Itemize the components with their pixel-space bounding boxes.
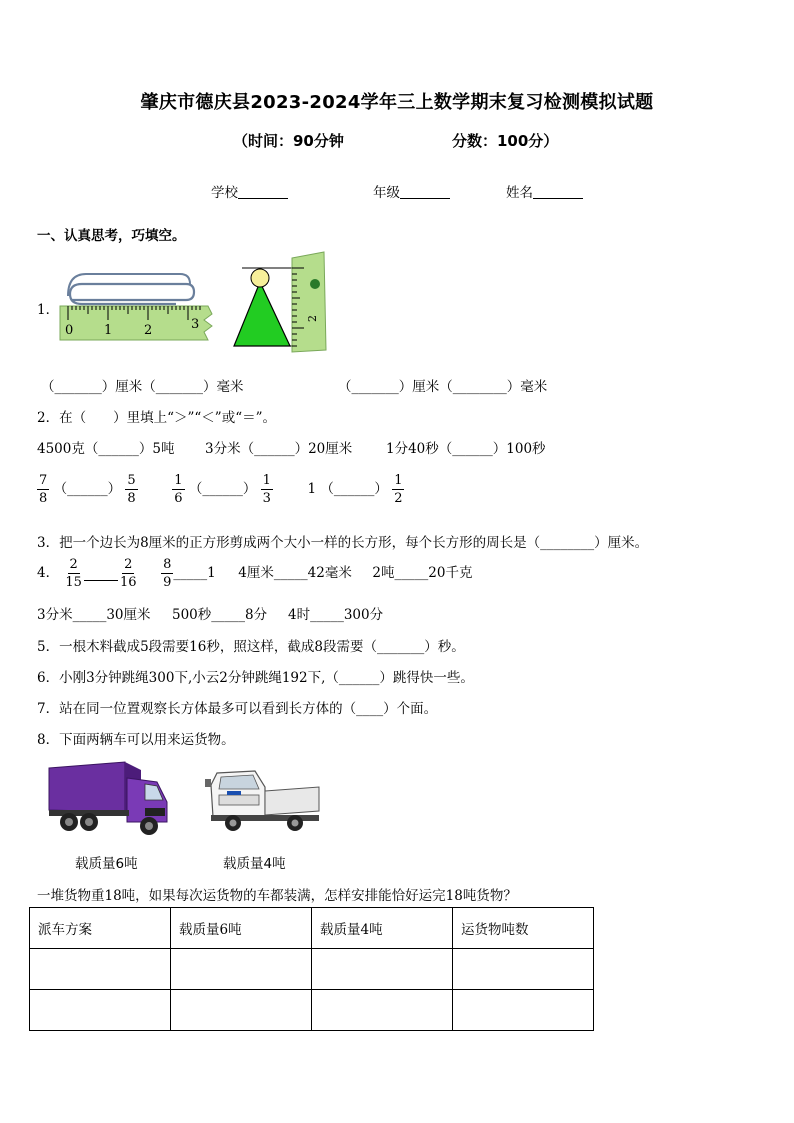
header-plan: 派车方案 bbox=[30, 908, 171, 949]
table-cell[interactable] bbox=[171, 990, 312, 1031]
paperclip-icon bbox=[68, 274, 194, 304]
q4-item-c[interactable]: 2吨_____20千克 bbox=[372, 565, 473, 581]
table-cell[interactable] bbox=[453, 990, 594, 1031]
q4-number: 4． bbox=[37, 565, 60, 581]
vertical-ruler bbox=[292, 252, 326, 352]
page-title: 肇庆市德庆县2023-2024学年三上数学期末复习检测模拟试题 bbox=[140, 92, 654, 113]
school-field[interactable] bbox=[211, 181, 288, 201]
q5-text: 5．一根木料截成5段需要16秒，照这样，截成8段需要（_______）秒。 bbox=[37, 639, 465, 655]
ruler-label-3: 3 bbox=[191, 317, 200, 332]
ruler-paperclip-figure bbox=[58, 262, 218, 342]
fraction-7-8: $\frac{7}{8}$ bbox=[39, 473, 48, 506]
q2-item-time[interactable]: 1分40秒（______）100秒 bbox=[386, 441, 546, 457]
table-row bbox=[30, 949, 594, 990]
q4-item-d[interactable]: 3分米_____30厘米 bbox=[37, 607, 151, 623]
q3-text: 3．把一个边长为8厘米的正方形剪成两个大小一样的长方形，每个长方形的周长是（________）厘米。 bbox=[37, 535, 649, 551]
grade-field[interactable] bbox=[373, 181, 450, 201]
table-cell[interactable] bbox=[312, 949, 453, 990]
cone-ruler-figure bbox=[220, 248, 335, 358]
fraction-8-9: $\frac{8}{9}$ bbox=[163, 557, 172, 590]
table-cell[interactable] bbox=[30, 990, 171, 1031]
q1-number: 1． bbox=[37, 302, 60, 318]
q4-row1 bbox=[37, 556, 472, 591]
header-total: 运货物吨数 bbox=[453, 908, 594, 949]
truck-4t-label: 载质量4吨 bbox=[223, 856, 286, 872]
q7-text: 7．站在同一位置观察长方体最多可以看到长方体的（____）个面。 bbox=[37, 701, 438, 717]
table-row bbox=[30, 990, 594, 1031]
cone-shape bbox=[234, 282, 290, 346]
white-truck-icon bbox=[203, 765, 323, 835]
fraction-1-2: $\frac{1}{2}$ bbox=[394, 473, 403, 506]
school-label: 学校 bbox=[211, 185, 238, 201]
truck-6t-label: 载质量6吨 bbox=[75, 856, 138, 872]
table-cell[interactable] bbox=[171, 949, 312, 990]
q1-answer-left[interactable]: （_______）厘米（_______）毫米 bbox=[41, 379, 244, 395]
table-cell[interactable] bbox=[30, 949, 171, 990]
table-header-row bbox=[30, 908, 594, 949]
header-6t: 载质量6吨 bbox=[171, 908, 312, 949]
q4-item-b[interactable]: 4厘米_____42毫米 bbox=[238, 565, 352, 581]
purple-truck-icon bbox=[45, 760, 170, 840]
exam-time: （时间：90分钟 bbox=[233, 132, 344, 150]
fraction-1-6: $\frac{1}{6}$ bbox=[174, 473, 183, 506]
q1-answer-right[interactable]: （_______）厘米（________）毫米 bbox=[338, 379, 548, 395]
q2-blank-3[interactable]: （______） bbox=[320, 481, 388, 497]
grade-label: 年级 bbox=[373, 185, 400, 201]
fraction-2-15: $\frac{2}{15}$ bbox=[65, 557, 82, 590]
table-cell[interactable] bbox=[453, 949, 594, 990]
q4-item-a[interactable]: _____1 bbox=[173, 565, 216, 581]
q2-text: 2．在（ ）里填上“＞”“＜”或“＝”。 bbox=[37, 410, 276, 426]
ruler-label-1: 1 bbox=[104, 323, 113, 338]
q4-item-f[interactable]: 4时_____300分 bbox=[288, 607, 384, 623]
vruler-label-2: 2 bbox=[306, 315, 319, 322]
cone-ball bbox=[251, 269, 269, 287]
section-heading: 一、认真思考，巧填空。 bbox=[37, 228, 186, 244]
q2-item-weight[interactable]: 4500克（______）5吨 bbox=[37, 441, 175, 457]
ruler-label-0: 0 bbox=[65, 323, 74, 338]
q2-blank-1[interactable]: （______） bbox=[53, 481, 122, 497]
q4-item-e[interactable]: 500秒_____8分 bbox=[172, 607, 268, 623]
name-field[interactable] bbox=[506, 181, 583, 201]
ruler-label-2: 2 bbox=[144, 323, 153, 338]
table-cell[interactable] bbox=[312, 990, 453, 1031]
header-4t: 载质量4吨 bbox=[312, 908, 453, 949]
name-label: 姓名 bbox=[506, 185, 533, 201]
fraction-2-16: $\frac{2}{16}$ bbox=[119, 557, 137, 590]
q2-item-length[interactable]: 3分米（______）20厘米 bbox=[205, 441, 353, 457]
q8-question: 一堆货物重18吨，如果每次运货物的车都装满，怎样安排能恰好运完18吨货物？ bbox=[37, 888, 517, 904]
fraction-5-8: $\frac{5}{8}$ bbox=[127, 473, 136, 506]
exam-score: 分数：100分） bbox=[452, 132, 559, 150]
whole-number-1: 1 bbox=[307, 481, 317, 497]
q2-blank-2[interactable]: （______） bbox=[188, 481, 257, 497]
q4-blank-1[interactable] bbox=[84, 580, 118, 581]
q6-text: 6．小刚3分钟跳绳300下,小云2分钟跳绳192下,（______）跳得快一些。 bbox=[37, 670, 474, 686]
fraction-1-3: $\frac{1}{3}$ bbox=[262, 473, 271, 506]
dispatch-table bbox=[29, 907, 594, 1031]
q2-fraction-row bbox=[37, 472, 404, 507]
q8-text: 8．下面两辆车可以用来运货物。 bbox=[37, 732, 235, 748]
